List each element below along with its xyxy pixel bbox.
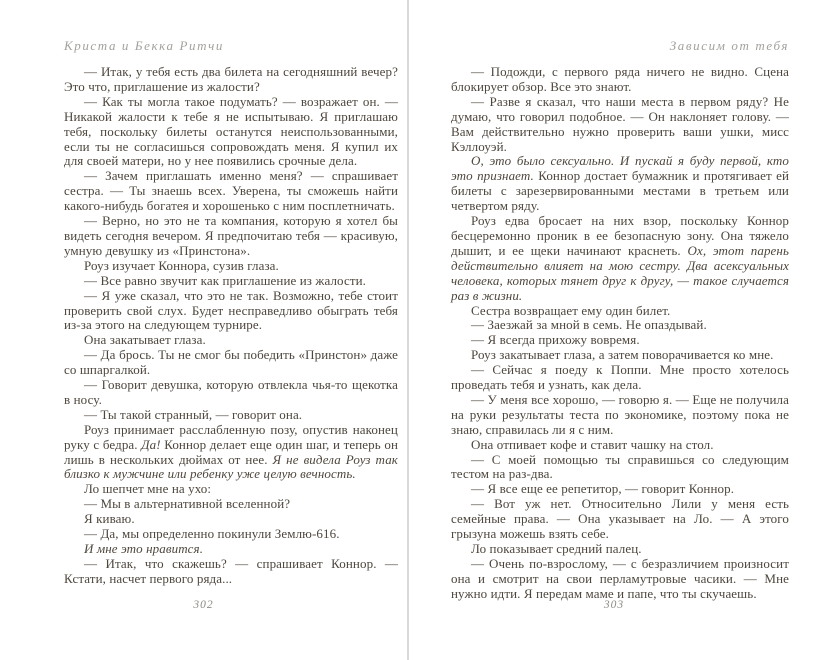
text-segment: — Верно, но это не та компания, которую я хотел бы видеть сегодня вечером. Я предпочитаю тебя — красивую, умную девушку из «Принстона». (64, 213, 398, 258)
text-segment: — Разве я сказал, что наши места в первом ряду? Не думаю, что говорил подобное. — Он наклоняет голову. — Вам действительно нужно проверить ваши ушки, мисс Кэллоуэй. (451, 93, 789, 154)
text-segment: — Итак, что скажешь? — спрашивает Коннор. — Кстати, насчет первого ряда... (64, 555, 398, 586)
paragraph (64, 512, 398, 527)
paragraph (451, 497, 789, 542)
text-segment: — Я уже сказал, что это не так. Возможно, тебе стоит проверить свой слух. Будет несправедливо обыграть тебя из-за этого на следующем турнире. (64, 287, 398, 333)
text-segment: — У меня все хорошо, — говорю я. — Еще не получила на руки результаты теста по экономике, поэтому пока не знаю, справилась ли я с ним. (451, 391, 789, 437)
paragraph (64, 497, 398, 512)
text-segment: Роуз едва бросает на них взор, поскольку Коннор бесцеремонно проник в ее безопасную зону. Она тяжело дышит, и ее щеки начинают краснеть. (451, 213, 789, 258)
paragraph (451, 214, 789, 303)
text-segment: — Да брось. Ты не смог бы победить «Принстон» даже со шпаргалкой. (64, 347, 398, 378)
paragraph (451, 95, 789, 155)
text-segment: Она закатывает глаза. (84, 332, 206, 348)
text-segment: — Да, мы определенно покинули Землю-616. (84, 526, 340, 542)
right-page (409, 0, 819, 660)
text-segment: — Ты такой странный, — говорит она. (84, 406, 303, 422)
text-segment: — С моей помощью ты справишься со следующим тестом на раз-два. (451, 451, 789, 482)
text-segment: Ло показывает средний палец. (471, 541, 642, 556)
text-segment: — Все равно звучит как приглашение из жалости. (84, 272, 367, 288)
paragraph (451, 482, 789, 497)
paragraph (64, 289, 398, 334)
text-segment: — Очень по-взрослому, — с безразличием произносит она и смотрит на свои перламутровые часики. — Мне нужно идти. Я передам маме и папе, что ты скучаешь. (451, 555, 789, 601)
text-segment: Я киваю. (84, 511, 135, 527)
italic-text-segment: Ох, этот парень действительно влияет на мою сестру. Два асексуальных человека, которых тянет друг к другу, — такое случается раз в жизни. (451, 242, 789, 303)
italic-text-segment: Да! (141, 436, 161, 452)
running-header-title: Зависим от тебя (669, 38, 789, 53)
text-segment: Роуз изучает Коннора, сузив глаза. (84, 257, 279, 273)
text-segment: — Сейчас я поеду к Поппи. Мне просто хотелось проведать тебя и узнать, как дела. (451, 362, 789, 393)
right-page-number: 303 (603, 599, 625, 611)
text-segment: — Заезжай за мной в семь. Не опаздывай. (471, 317, 707, 333)
text-segment: — Подожди, с первого ряда ничего не видно. Сцена блокирует обзор. Все это знают. (451, 64, 789, 94)
paragraph (451, 318, 789, 333)
running-header-author: Криста и Бекка Ритчи (64, 38, 225, 53)
paragraph (451, 348, 789, 363)
paragraph (64, 527, 398, 542)
paragraph (64, 348, 398, 378)
italic-text-segment: И мне это нравится. (84, 541, 204, 556)
paragraph (64, 482, 398, 497)
paragraph (451, 453, 789, 483)
paragraph (64, 169, 398, 214)
text-segment: Роуз принимает расслабленную позу, опустив наконец руку с бедра. (64, 421, 398, 452)
paragraph (64, 423, 398, 483)
paragraph (64, 95, 398, 170)
right-page-text (451, 65, 789, 602)
text-segment: Ло шепчет мне на ухо: (84, 481, 212, 497)
left-page-text (64, 65, 398, 587)
paragraph (451, 542, 789, 557)
paragraph (451, 393, 789, 438)
paragraph (64, 333, 398, 348)
paragraph (451, 154, 789, 214)
left-page-number: 302 (193, 599, 214, 611)
text-segment: — Я все еще ее репетитор, — говорит Коннор. (471, 481, 735, 497)
left-page (0, 0, 407, 660)
paragraph (64, 557, 398, 587)
paragraph (64, 65, 398, 95)
text-segment: — Говорит девушка, которую отвлекла чья-то щекотка в носу. (64, 377, 398, 407)
text-segment: — Вот уж нет. Относительно Лили у меня есть семейные права. — Она указывает на Ло. — А этого грызуна можешь взять себе. (451, 496, 789, 542)
paragraph (451, 333, 789, 348)
paragraph (64, 214, 398, 259)
text-segment: — Как ты могла такое подумать? — возражает он. — Никакой жалости к тебе я не испытываю. Я приглашаю тебя, поскольку билеты останутся неиспользованными, если ты не согласишься сопровождать меня. Я купил их для своей матери, но у нее появились срочные дела. (64, 93, 398, 169)
paragraph (64, 378, 398, 408)
text-segment: Коннор делает еще один шаг, и теперь он лишь в нескольких дюймах от нее. (64, 436, 399, 467)
paragraph (64, 274, 398, 289)
paragraph (451, 363, 789, 393)
italic-text-segment: О, это было сексуально. И пускай я буду первой, кто это признает. (451, 153, 789, 184)
text-segment: Она отпивает кофе и ставит чашку на стол. (471, 436, 714, 452)
paragraph (64, 259, 398, 274)
text-segment: — Итак, у тебя есть два билета на сегодняшний вечер? Это что, приглашение из жалости? (64, 64, 398, 94)
text-segment: Сестра возвращает ему один билет. (471, 302, 671, 318)
text-segment: Коннор достает бумажник и протягивает ей билеты с зарезервированными местами в третьем или четвертом ряду. (451, 168, 789, 214)
paragraph (451, 65, 789, 95)
paragraph (64, 408, 398, 423)
paragraph (64, 542, 398, 557)
text-segment: — Я всегда прихожу вовремя. (471, 332, 640, 348)
paragraph (451, 557, 789, 602)
text-segment: — Зачем приглашать именно меня? — спрашивает сестра. — Ты знаешь всех. Уверена, ты сможешь найти какого-нибудь богатея и хорошенько с ним посплетничать. (64, 168, 398, 214)
italic-text-segment: Я не видела Роуз так близко к мужчине или ребенку уже целую вечность. (64, 451, 398, 482)
text-segment: — Мы в альтернативной вселенной? (84, 496, 291, 512)
paragraph (451, 438, 789, 453)
text-segment: Роуз закатывает глаза, а затем поворачивается ко мне. (471, 347, 774, 363)
paragraph (451, 304, 789, 319)
